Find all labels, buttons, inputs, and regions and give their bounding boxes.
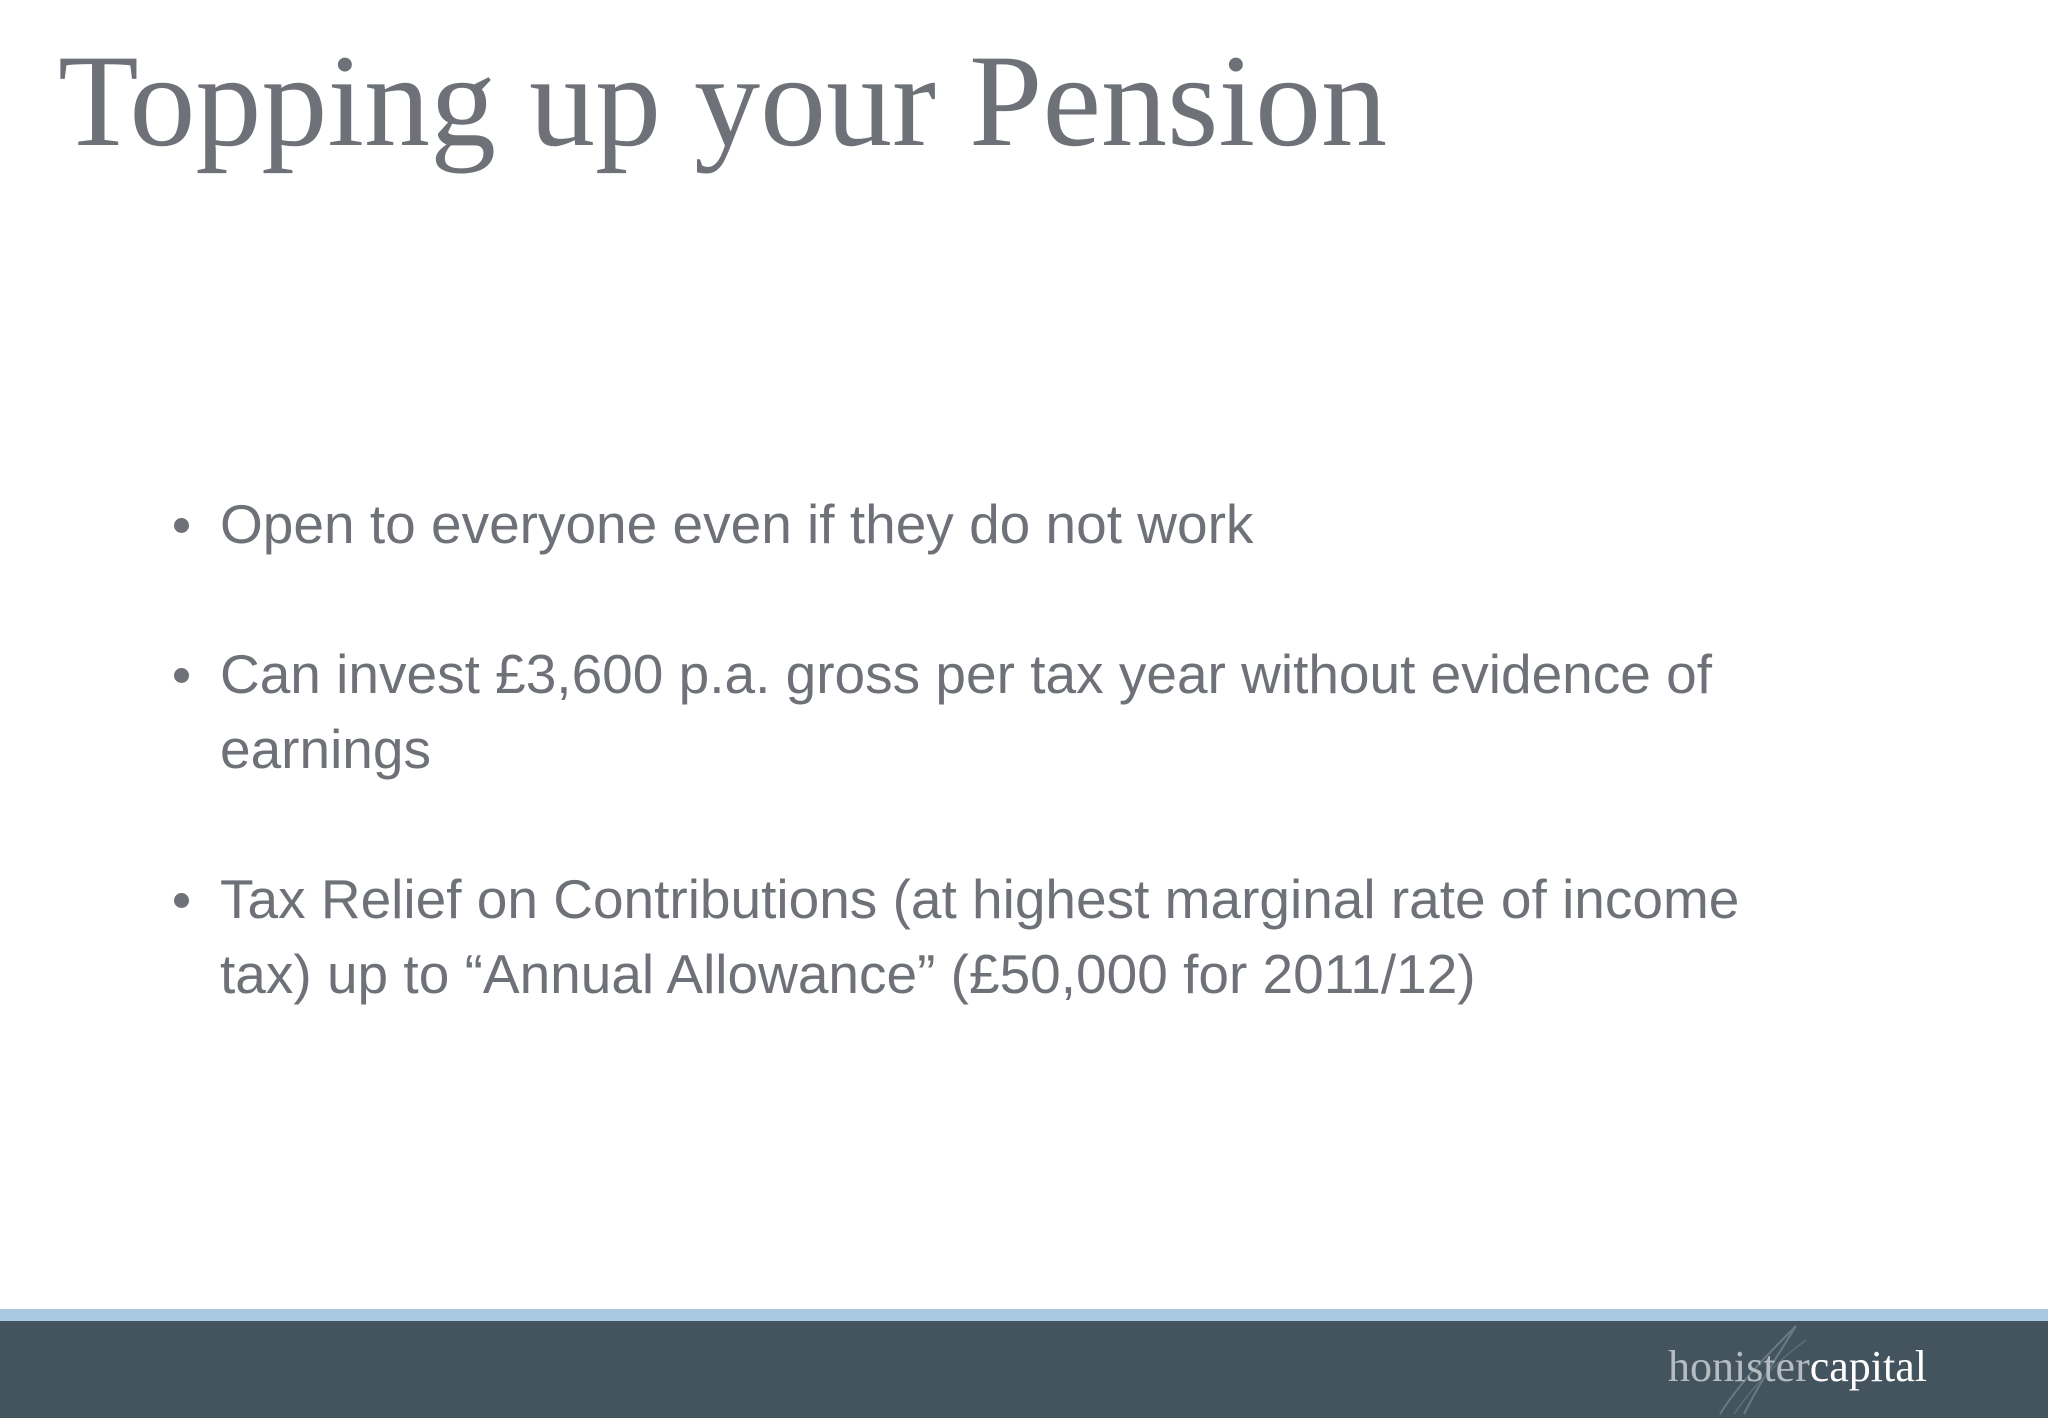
bullet-item [220, 487, 1780, 562]
slide-title: Topping up your Pension [58, 27, 1388, 174]
logo-text-capital: capital [1809, 1342, 1927, 1391]
company-logo [1667, 1342, 1927, 1391]
bullet-item [220, 862, 1780, 1012]
bullet-dot-icon [174, 668, 189, 683]
footer-accent-stripe [0, 1309, 2048, 1321]
bullet-dot-icon [174, 518, 189, 533]
bullet-dot-icon [174, 893, 189, 908]
bullet-item [220, 637, 1780, 787]
bullet-text: Can invest £3,600 p.a. gross per tax year without evidence of earnings [220, 643, 1712, 780]
bullet-text: Open to everyone even if they do not work [220, 493, 1254, 555]
logo-text-honister: honister [1667, 1342, 1810, 1391]
bullet-list [220, 487, 1780, 1012]
bullet-text: Tax Relief on Contributions (at highest marginal rate of income tax) up to “Annual Allowance” (£50,000 for 2011/12) [220, 868, 1740, 1005]
